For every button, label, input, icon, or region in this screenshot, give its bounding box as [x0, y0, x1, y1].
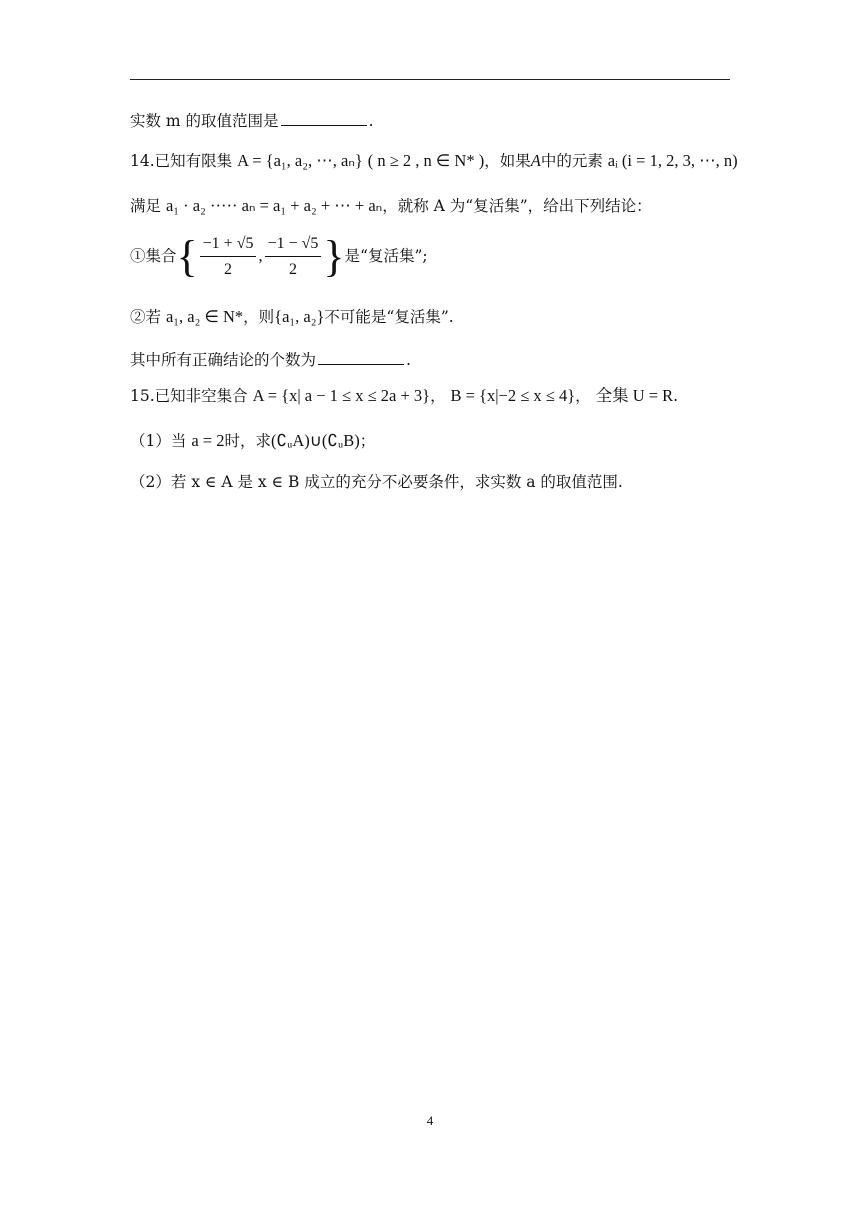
period: .	[368, 112, 374, 130]
fraction-1	[200, 234, 257, 280]
q14-line1	[130, 151, 738, 171]
q15-part1-label: （1）当	[130, 432, 187, 450]
q14-item2-mid: ，则	[243, 308, 275, 326]
q14-number: 14.	[130, 152, 155, 170]
q14-item1	[130, 230, 428, 282]
q15-part1	[130, 431, 375, 451]
q15-part1-end: ；	[359, 432, 376, 450]
q14-line2-prefix: 满足	[130, 197, 162, 215]
q15-part2	[130, 472, 623, 492]
q15-part1-expr: (∁ᵤA)∪(∁ᵤB)	[270, 431, 360, 450]
answer-blank	[281, 111, 367, 126]
right-brace: }	[323, 232, 345, 281]
q14-question	[130, 350, 411, 370]
q14-element-def: aᵢ (i = 1, 2, 3, ⋯, n)	[607, 151, 738, 170]
answer-blank	[318, 350, 404, 365]
q14-stem-2: ，如果	[484, 152, 531, 170]
period: .	[406, 351, 411, 369]
q14-condition: ( n ≥ 2 , n ∈ N* )	[367, 151, 485, 170]
q15-number: 15.	[130, 387, 155, 405]
q14-question-text: 其中所有正确结论的个数为	[130, 351, 317, 369]
q14-item1-suffix: 是“复活集”;	[344, 247, 428, 265]
fraction-1-denominator: 2	[224, 261, 233, 278]
q15-line1: 15.已知非空集合 A = {x| a − 1 ≤ x ≤ 2a + 3}， B = {x|−2 ≤ x ≤ 4}， 全集 U = R.	[130, 386, 679, 405]
fraction-2-numerator: −1 − √5	[265, 234, 322, 257]
q15-part2-text: x ∈ A 是 x ∈ B 成立的充分不必要条件，求实数 a 的取值范围.	[191, 473, 623, 491]
q15-part1-text: 时，求	[224, 432, 271, 450]
fraction-2-denominator: 2	[289, 261, 297, 278]
q14-set-def: A = {a₁, a₂, ⋯, aₙ}	[237, 151, 363, 170]
fraction-1-numerator: −1 + √5	[200, 234, 257, 257]
q14-item2-suffix: 不可能是“复活集”.	[324, 308, 454, 326]
q14-item2	[130, 307, 454, 327]
q14-line2-suffix: ，就称 A 为“复活集”，给出下列结论：	[382, 197, 652, 215]
q14-equation: a₁ · a₂ ····· aₙ = a₁ + a₂ + ⋯ + aₙ	[165, 196, 383, 215]
q14-set-letter: A	[530, 151, 541, 170]
left-brace: {	[176, 232, 198, 281]
q15-universe: 全集 U = R	[595, 386, 674, 405]
page-number: 4	[426, 1113, 434, 1128]
header-rule	[130, 79, 730, 80]
q15-set-b: B = {x|−2 ≤ x ≤ 4}	[450, 386, 576, 405]
comma: ,	[258, 246, 263, 265]
q14-stem: 已知有限集	[154, 152, 233, 170]
q14-item1-prefix: ①集合	[130, 247, 177, 265]
q15-part2-label: （2）若	[130, 473, 187, 491]
q14-item2-set: {a₁, a₂}	[274, 307, 325, 326]
continuation-text: 实数 m 的取值范围是	[130, 112, 279, 130]
q15-part1-cond: a = 2	[191, 431, 225, 450]
q15-set-a: A = {x| a − 1 ≤ x ≤ 2a + 3}	[252, 386, 431, 405]
q14-line2	[130, 196, 652, 216]
q15-stem: 已知非空集合	[154, 387, 248, 405]
continuation-line	[130, 111, 374, 131]
q14-item2-prefix: ②若	[130, 308, 162, 326]
q14-stem-3: 中的元素	[540, 152, 603, 170]
fraction-2	[265, 234, 322, 280]
q14-item2-cond: a₁, a₂ ∈ N*	[165, 307, 244, 326]
